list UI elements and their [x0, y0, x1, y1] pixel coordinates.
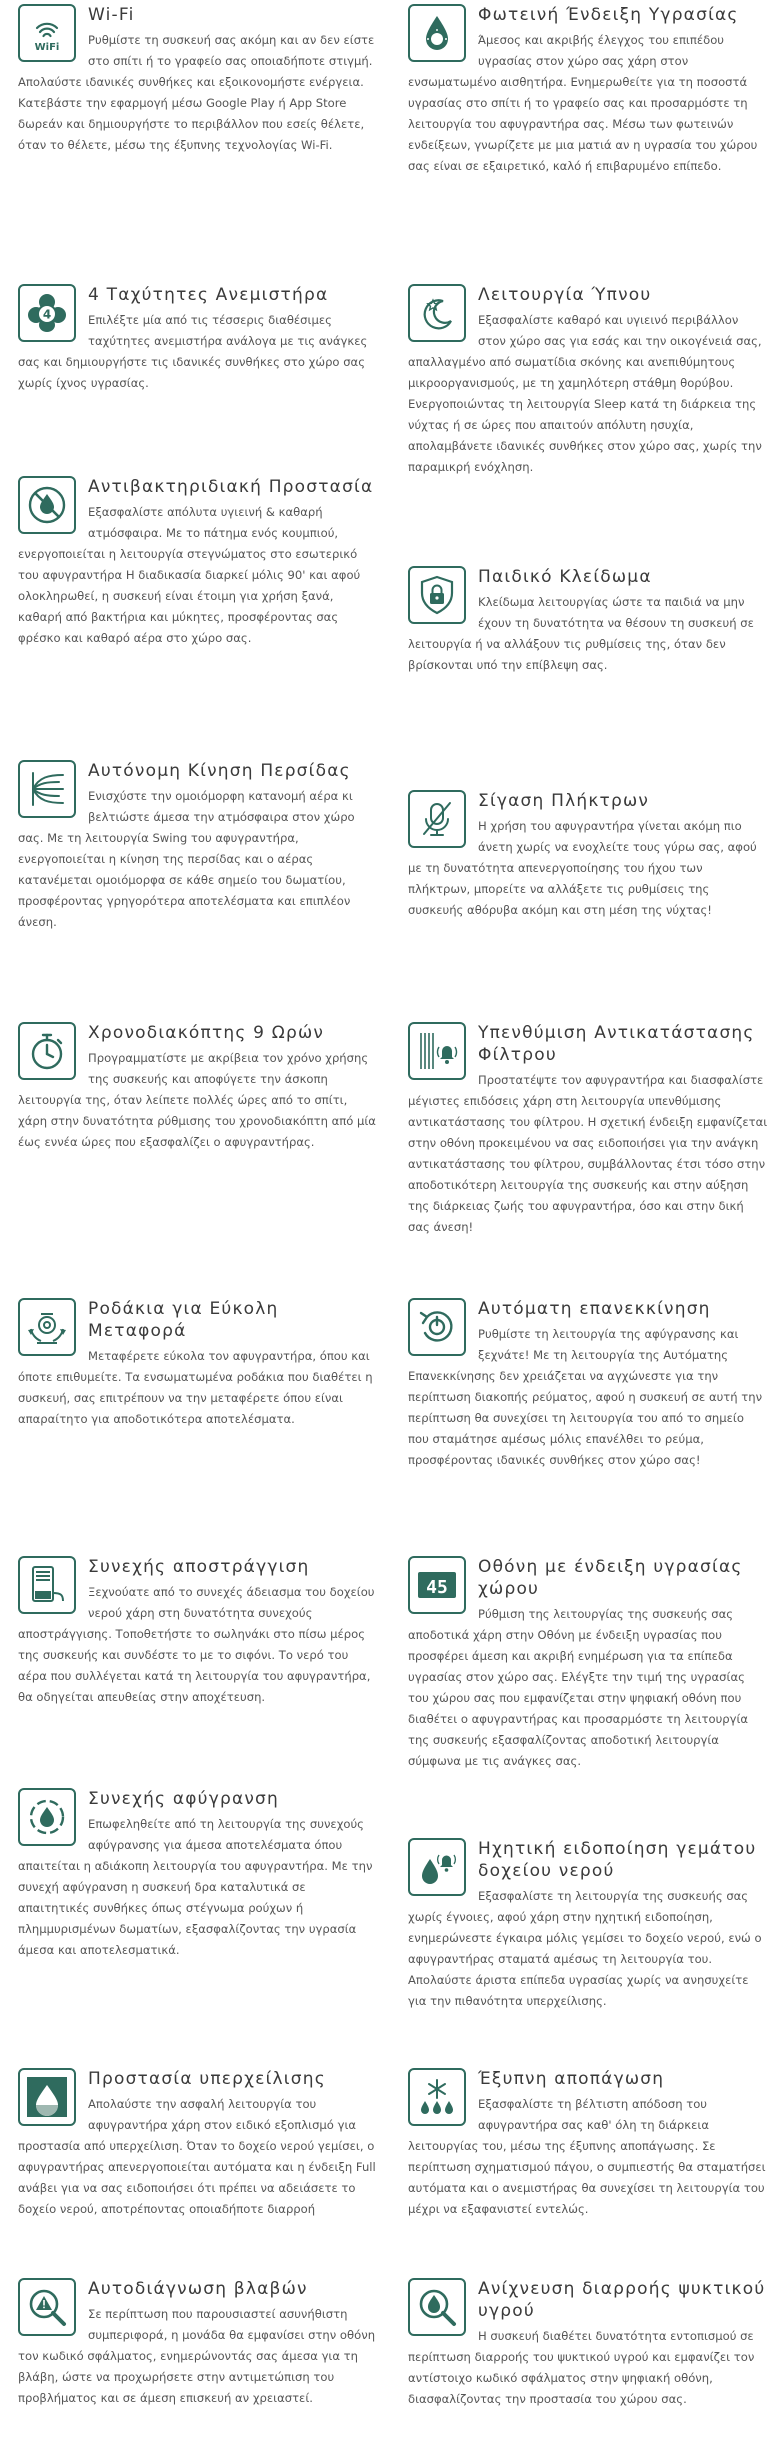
overflow-drop-icon [18, 2068, 76, 2126]
stopwatch-icon [18, 1022, 76, 1080]
feature-text: Ενισχύστε την ομοιόμορφη κατανομή αέρα κι βελτιώστε άμεσα την ατμόσφαιρα στον χώρο σας. Με τη λειτουργία Swing του αφυγραντήρα, ενεργοποιείται η κίνηση της περσίδας και ο αέρας κατανέμεται ομοιόμορφα σε κάθε σημείο του δωματίου, προσφέροντας γρηγορότερα αποτελέσματα και επιπλέον άνεση. [18, 789, 355, 929]
feature-title: Αυτόνομη Κίνηση Περσίδας [88, 761, 351, 781]
tank-bell-icon [408, 1838, 466, 1896]
feature-title: Αυτόματη επανεκκίνηση [478, 1299, 711, 1319]
feature-text: Ξεχνούατε από το συνεχές άδειασμα του δοχείου νερού χάρη στη δυνατότητα συνεχούς αποστράγγισης. Τοποθετήστε το σωληνάκι στο πίσω μέρος της συσκευής και συνδέστε το με το σιφόνι. Το νερό του αέρα που συλλέγεται κατά τη λειτουργία του αφυγραντήρα, θα οδηγείται απευθείας στην αποχέτευση. [18, 1585, 375, 1704]
feature-title: Προστασία υπερχείλισης [88, 2069, 326, 2089]
feature-swing [18, 760, 378, 933]
fan-speed-value: 4 [42, 307, 52, 322]
feature-text: Η χρήση του αφυγραντήρα γίνεται ακόμη πιο άνετη χωρίς να ενοχλείτε τους γύρω σας, αφού με τη δυνατότητα απενεργοποίησης του ήχου των πλήκτρων, μπορείτε να αλλάξετε τις ρυθμίσεις της συσκευής αθόρυβα ακόμη και στη μέση της νύχτας! [408, 819, 757, 917]
mute-microphone-icon [408, 790, 466, 848]
feature-title: Αντιβακτηριδιακή Προστασία [88, 477, 374, 497]
feature-text: Μεταφέρετε εύκολα τον αφυγραντήρα, όπου και όποτε επιθυμείτε. Τα ενσωματωμένα ροδάκια που διαθέτει η συσκευή, σας επιτρέπουν να την μεταφέρετε όπου είναι απαραίτητο για αποδοτικότερα αποτελέσματα. [18, 1349, 373, 1426]
humidity-light-icon [408, 4, 466, 62]
feature-child-lock [408, 566, 768, 676]
feature-sleep [408, 284, 768, 478]
feature-tank-full-alert [408, 1838, 768, 2012]
feature-antibacterial [18, 476, 378, 649]
feature-filter-reminder [408, 1022, 768, 1238]
wifi-icon [18, 4, 76, 62]
display-45-icon [408, 1556, 466, 1614]
fan-speed-4-icon [18, 284, 76, 342]
feature-continuous-drain [18, 1556, 378, 1708]
feature-title: Ανίχνευση διαρροής ψυκτικού υγρού [478, 2279, 766, 2321]
swing-louver-icon [18, 760, 76, 818]
feature-title: Υπενθύμιση Αντικατάστασης Φίλτρου [478, 1023, 755, 1065]
feature-self-diagnosis [18, 2278, 378, 2409]
feature-text: Εξασφαλίστε καθαρό και υγιεινό περιβάλλον στον χώρο σας για εσάς και την οικογένειά σας, απαλλαγμένο από σωματίδια σκόνης και ανεπιθύμητους μικροοργανισμούς, με τη χαμηλότερη στάθμη θορύβου. Ενεργοποιώντας τη λειτουργία Sleep κατά τη διάρκεια της νύχτας ή σε ώρες που απαιτούν απόλυτη ησυχία, απολαμβάνετε ιδανικές συνθήκες στον χώρο σας, χωρίς την παραμικρή ενόχληση. [408, 313, 762, 474]
feature-title: Σίγαση Πλήκτρων [478, 791, 650, 811]
feature-text: Εξασφαλίστε απόλυτα υγιεινή & καθαρή ατμόσφαιρα. Με το πάτημα ενός κουμπιού, ενεργοποιείται η λειτουργία στεγνώματος στο εσωτερικό του αφυγραντήρα Η διαδικασία διαρκεί μόλις 90' και αφού ολοκληρωθεί, η συσκευή είναι έτοιμη για χρήση ξανά, καθαρή από βακτήρια και μύκητες, προσφέροντας σας φρέσκο και καθαρό αέρα στο χώρο σας. [18, 505, 361, 645]
feature-title: Φωτεινή Ένδειξη Υγρασίας [478, 5, 739, 25]
drain-hose-icon [18, 1556, 76, 1614]
feature-mute-keys [408, 790, 768, 921]
feature-wifi [18, 4, 378, 156]
feature-wheels [18, 1298, 378, 1430]
feature-text: Ρύθμιση της λειτουργίας της συσκευής σας αποδοτικά χάρη στην Οθόνη με ένδειξη υγρασίας που προσφέρει άμεση και ακριβή ενημέρωση για τα επίπεδα υγρασίας στον χώρο σας. Ελέγξτε την τιμή της υγρασίας του χώρου σας που εμφανίζεται στην ψηφιακή οθόνη που διαθέτει ο αφυγραντήρας και προσαρμόστε τη λειτουργία της συσκευής εξασφαλίζοντας αποδοτική λειτουργία σύμφωνα με τις ανάγκες σας. [408, 1607, 749, 1768]
feature-title: Οθόνη με ένδειξη υγρασίας χώρου [478, 1557, 743, 1599]
svg-text:WiFi: WiFi [34, 42, 60, 53]
feature-text: Κλείδωμα λειτουργίας ώστε τα παιδιά να μην έχουν τη δυνατότητα να θέσουν τη συσκευή σε λειτουργία ή να αλλάξουν τις ρυθμίσεις της, όταν δεν βρίσκονται υπό την επίβλεψη σας. [408, 595, 754, 672]
feature-title: Χρονοδιακόπτης 9 Ωρών [88, 1023, 325, 1043]
feature-humidity-light [408, 4, 768, 177]
defrost-icon [408, 2068, 466, 2126]
filter-bell-icon [408, 1022, 466, 1080]
feature-fan-speeds [18, 284, 378, 394]
feature-text: Ρυθμίστε τη συσκευή σας ακόμη και αν δεν είστε στο σπίτι ή το γραφείο σας οποιαδήποτε στιγμή. Απολαύστε ιδανικές συνθήκες και εξοικονομήστε ενέργεια. Κατεβάστε την εφαρμογή μέσω Google Play ή App Store δωρεάν και δημιουργήστε το περιβάλλον που εσείς θέλετε, όταν το θέλετε, μέσω της έξυπνης τεχνολογίας Wi-Fi. [18, 33, 375, 152]
warning-magnifier-icon [18, 2278, 76, 2336]
feature-text: Απολαύστε την ασφαλή λειτουργία του αφυγραντήρα χάρη στον ειδικό εξοπλισμό για προστασία από υπερχείλιση. Όταν το δοχείο νερού γεμίσει, ο αφυγραντήρας απενεργοποιείται αυτόματα και η ένδειξη Full ανάβει για να σας ειδοποιήσει ότι πρέπει να αδειάσετε το δοχείο νερού, αποτρέποντας οποιαδήποτε διαρροή [18, 2097, 376, 2216]
feature-title: Συνεχής αποστράγγιση [88, 1557, 310, 1577]
leak-magnifier-icon [408, 2278, 466, 2336]
antibacterial-icon [18, 476, 76, 534]
display-value: 45 [426, 1577, 448, 1598]
feature-overflow [18, 2068, 378, 2220]
sleep-moon-icon [408, 284, 466, 342]
feature-humidity-display [408, 1556, 768, 1772]
power-restart-icon [408, 1298, 466, 1356]
continuous-drop-icon [18, 1788, 76, 1846]
feature-text: Η συσκευή διαθέτει δυνατότητα εντοπισμού σε περίπτωση διαρροής του ψυκτικού υγρού και εμφανίζει τον αντίστοιχο κωδικό σφάλματος στην ψηφιακή οθόνη, διασφαλίζοντας την προστασία του χώρου σας. [408, 2329, 755, 2406]
feature-text: Εξασφαλίστε τη βέλτιστη απόδοση του αφυγραντήρα σας καθ' όλη τη διάρκεια λειτουργίας του, μέσω της έξυπνης αποπάγωσης. Σε περίπτωση σχηματισμού πάγου, ο συμπιεστής θα σταματήσει αυτόματα και ο ανεμιστήρας θα συνεχίσει τη λειτουργία του μέχρι να εξαφανιστεί εντελώς. [408, 2097, 766, 2216]
feature-continuous-dehumidify [18, 1788, 378, 1961]
lock-shield-icon [408, 566, 466, 624]
feature-title: Έξυπνη αποπάγωση [478, 2069, 665, 2089]
feature-text: Σε περίπτωση που παρουσιαστεί ασυνήθιστη συμπεριφορά, η μονάδα θα εμφανίσει στην οθόνη τον κωδικό σφάλματος, ενημερώνοντάς σας άμεσα για τη βλάβη, ώστε να προχωρήσετε στην αντιμετώπιση του προβλήματος και σε άμεση επισκευή αν χρειαστεί. [18, 2307, 376, 2405]
feature-text: Προγραμματίστε με ακρίβεια τον χρόνο χρήσης της συσκευής και αποφύγετε την άσκοπη λειτουργία της, όταν λείπετε πολλές ώρες από το σπίτι, χάρη στην δυνατότητα ρύθμισης του χρονοδιακόπτη από μία έως εννέα ώρες που εξασφαλίζει ο αφυγραντήρας. [18, 1051, 376, 1149]
feature-auto-restart [408, 1298, 768, 1471]
feature-leak-detection [408, 2278, 768, 2410]
feature-title: Ροδάκια για Εύκολη Μεταφορά [88, 1299, 279, 1341]
feature-text: Προστατέψτε τον αφυγραντήρα και διασφαλίστε μέγιστες επιδόσεις χάρη στη λειτουργία υπενθύμισης αντικατάστασης του φίλτρου. Η σχετική ένδειξη εμφανίζεται στην οθόνη προκειμένου να σας ειδοποιήσει για την ανάγκη αντικατάστασης του φίλτρου, συμβάλλοντας έτσι τόσο στην αποδοτικότερη λειτουργία της συσκευής και στην αύξηση της διάρκειας ζωής του αφυγραντήρα, όσο και στην δική σας άνεση! [408, 1073, 768, 1234]
feature-defrost [408, 2068, 768, 2220]
feature-text: Άμεσος και ακριβής έλεγχος του επιπέδου υγρασίας στον χώρο σας χάρη στον ενσωματωμένο αισθητήρα. Ενημερωθείτε για τη ποσοστά υγρασίας στο σπίτι ή το γραφείο σας και προσαρμόστε τη λειτουργία του αφυγραντήρα σας. Μέσω των φωτεινών ενδείξεων, γνωρίζετε με μια ματιά αν η υγρασία του χώρου σας είναι σε εξαιρετικό, καλό ή επιβαρυμένο επίπεδο. [408, 33, 758, 173]
feature-text: Εξασφαλίστε τη λειτουργία της συσκευής σας χωρίς έγνοιες, αφού χάρη στην ηχητική ειδοποίηση, ενημερώνεστε έγκαιρα μόλις γεμίσει το δοχείο νερού, ενώ ο αφυγραντήρας σταματά αμέσως τη λειτουργία του. Απολαύστε άριστα επίπεδα υγρασίας χωρίς να ανησυχείτε για την πιθανότητα υπερχείλισης. [408, 1889, 762, 2008]
feature-title: Αυτοδιάγνωση βλαβών [88, 2279, 308, 2299]
feature-timer [18, 1022, 378, 1153]
feature-title: Ηχητική ειδοποίηση γεμάτου δοχείου νερού [478, 1839, 757, 1881]
wheels-icon [18, 1298, 76, 1356]
feature-text: Ρυθμίστε τη λειτουργία της αφύγρανσης και ξεχνάτε! Με τη λειτουργία της Αυτόματης Επανεκκίνησης δεν χρειάζεται να αγχώνεστε για την περίπτωση διακοπής ρεύματος, αφού η συσκευή σε αυτή την περίπτωση θα συνεχίσει τη λειτουργία του από το σημείο που σταμάτησε αμέσως μόλις επανέλθει το ρεύμα, προσφέροντας ιδανικές συνθήκες στον χώρο σας! [408, 1327, 763, 1467]
feature-title: Wi-Fi [88, 5, 135, 25]
feature-text: Επιλέξτε μία από τις τέσσερις διαθέσιμες ταχύτητες ανεμιστήρα ανάλογα με τις ανάγκες σας και δημιουργήστε τις ιδανικές συνθήκες στο χώρο σας χωρίς ίχνος υγρασίας. [18, 313, 368, 390]
feature-title: 4 Ταχύτητες Ανεμιστήρα [88, 285, 329, 305]
feature-title: Λειτουργία Ύπνου [478, 285, 652, 305]
feature-title: Συνεχής αφύγρανση [88, 1789, 279, 1809]
feature-title: Παιδικό Κλείδωμα [478, 567, 652, 587]
feature-text: Επωφεληθείτε από τη λειτουργία της συνεχούς αφύγρανσης για άμεσα αποτελέσματα όπου απαιτείται η αδιάκοπη λειτουργία του αφυγραντήρα. Με την συνεχή αφύγρανση η συσκευή δρα καταλυτικά σε απαιτητικές συνθήκες όπως στέγνωμα ρούχων ή πλημμυρισμένων δωματίων, εξασφαλίζοντας την υγρασία άμεσα και αποτελεσματικά. [18, 1817, 373, 1957]
